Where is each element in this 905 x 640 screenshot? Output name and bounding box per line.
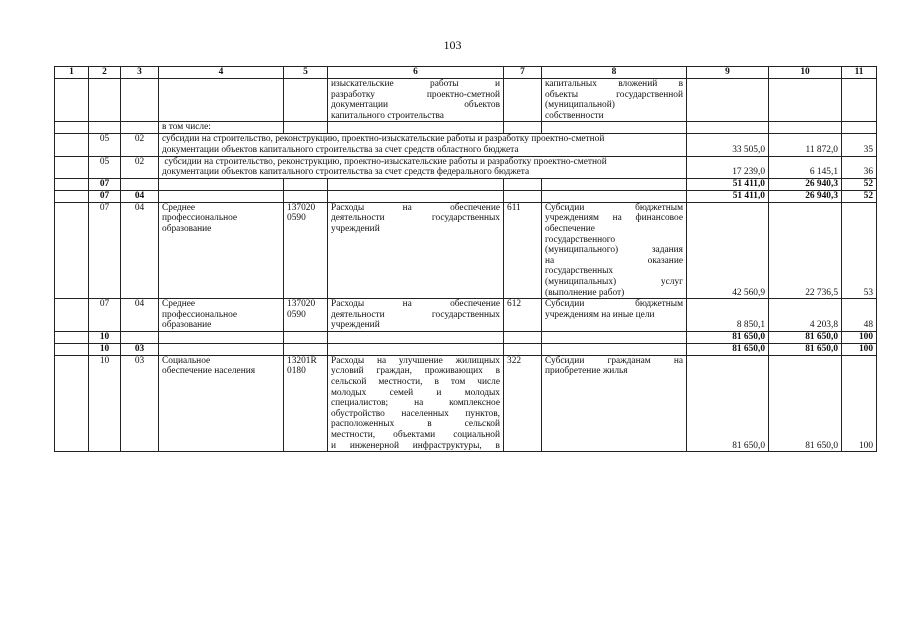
percent-value: 36 xyxy=(842,156,877,178)
subsidy-description: субсидии на строительство, реконструкцию, проектно-изыскательские работы и разработку проектно-сметной документации объектов капитального строительства за счет средств областного бюджета xyxy=(159,134,687,156)
section-name: Среднее профессиональное образование xyxy=(159,299,284,332)
expense-description: Расходы на обеспечение деятельности государственных учреждений xyxy=(328,299,504,332)
section-code: 05 xyxy=(89,156,121,178)
subsection-code: 02 xyxy=(121,156,159,178)
value-col10: 26 940,3 xyxy=(769,190,842,202)
section-code: 10 xyxy=(89,343,121,355)
value-col9: 33 505,0 xyxy=(687,134,769,156)
header-cell: 5 xyxy=(284,67,328,79)
expense-type-code: 611 xyxy=(504,202,542,298)
expense-type-code: 612 xyxy=(504,299,542,332)
expense-description: Расходы на обеспечение деятельности государственных учреждений xyxy=(328,202,504,298)
subsection-code: 03 xyxy=(121,343,159,355)
value-col10: 11 872,0 xyxy=(769,134,842,156)
section-code: 07 xyxy=(89,299,121,332)
value-col9: 51 411,0 xyxy=(687,190,769,202)
subsection-code: 04 xyxy=(121,190,159,202)
section-name: Среднее профессиональное образование xyxy=(159,202,284,298)
value-col10: 6 145,1 xyxy=(769,156,842,178)
table-row xyxy=(55,190,877,202)
header-cell: 7 xyxy=(504,67,542,79)
section-code: 10 xyxy=(89,355,121,451)
table-row xyxy=(55,79,877,122)
table-row xyxy=(55,343,877,355)
header-cell: 3 xyxy=(121,67,159,79)
percent-value: 100 xyxy=(842,331,877,343)
percent-value: 52 xyxy=(842,178,877,190)
page-number: 103 xyxy=(443,38,462,52)
target-article-code: 137020 0590 xyxy=(284,202,328,298)
value-col10: 26 940,3 xyxy=(769,178,842,190)
header-cell: 1 xyxy=(55,67,89,79)
value-col9: 81 650,0 xyxy=(687,331,769,343)
value-col9: 81 650,0 xyxy=(687,343,769,355)
percent-value: 48 xyxy=(842,299,877,332)
table-row xyxy=(55,178,877,190)
section-code: 10 xyxy=(89,331,121,343)
header-row xyxy=(55,67,877,79)
value-col9: 81 650,0 xyxy=(687,355,769,451)
value-col9: 51 411,0 xyxy=(687,178,769,190)
value-col9: 42 560,9 xyxy=(687,202,769,298)
budget-table xyxy=(54,66,877,452)
percent-value: 100 xyxy=(842,355,877,451)
header-cell: 4 xyxy=(159,67,284,79)
section-label: в том числе: xyxy=(159,122,284,134)
subsection-code: 04 xyxy=(121,299,159,332)
subsection-code: 03 xyxy=(121,355,159,451)
subsection-code: 02 xyxy=(121,134,159,156)
header-cell: 11 xyxy=(842,67,877,79)
target-article-code: 13201R 0180 xyxy=(284,355,328,451)
subsidy-description: субсидии на строительство, реконструкцию, проектно-изыскательские работы и разработку проектно-сметной документации объектов капитального строительства за счет средств федерального бюджета xyxy=(159,156,687,178)
percent-value: 35 xyxy=(842,134,877,156)
expense-type: Субсидии бюджетным учреждениям на финансовое обеспечение государственного (муниципального) задания на оказание государственных (муниципальных) услуг (выполнение работ) xyxy=(542,202,687,298)
header-cell: 6 xyxy=(328,67,504,79)
value-col9: 17 239,0 xyxy=(687,156,769,178)
value-col9: 8 850,1 xyxy=(687,299,769,332)
value-col10: 81 650,0 xyxy=(769,343,842,355)
value-col10: 81 650,0 xyxy=(769,355,842,451)
table-row xyxy=(55,202,877,298)
header-cell: 10 xyxy=(769,67,842,79)
section-code: 07 xyxy=(89,190,121,202)
percent-value: 53 xyxy=(842,202,877,298)
percent-value: 52 xyxy=(842,190,877,202)
value-col10: 81 650,0 xyxy=(769,331,842,343)
value-col10: 4 203,8 xyxy=(769,299,842,332)
table-row xyxy=(55,299,877,332)
section-code: 07 xyxy=(89,178,121,190)
expense-type: Субсидии бюджетным учреждениям на иные цели xyxy=(542,299,687,332)
subsection-code: 04 xyxy=(121,202,159,298)
table-row xyxy=(55,156,877,178)
header-cell: 2 xyxy=(89,67,121,79)
value-col10: 22 736,5 xyxy=(769,202,842,298)
percent-value: 100 xyxy=(842,343,877,355)
expense-type: капитальных вложений в объекты государственной (муниципальной) собственности xyxy=(542,79,687,122)
table-row xyxy=(55,122,877,134)
expense-description: изыскательские работы и разработку проектно-сметной документации объектов капитального строительства xyxy=(328,79,504,122)
table-row xyxy=(55,134,877,156)
section-code: 05 xyxy=(89,134,121,156)
header-cell: 9 xyxy=(687,67,769,79)
section-name: Социальное обеспечение населения xyxy=(159,355,284,451)
header-cell: 8 xyxy=(542,67,687,79)
table-row xyxy=(55,331,877,343)
target-article-code: 137020 0590 xyxy=(284,299,328,332)
expense-type-code: 322 xyxy=(504,355,542,451)
table-row xyxy=(55,355,877,451)
expense-description: Расходы на улучшение жилищных условий граждан, проживающих в сельской местности, в том числе молодых семей и молодых специалистов; на комплексное обустройство населенных пунктов, расположенных в сельской местности, объектами социальной и инженерной инфраструктуры, в xyxy=(328,355,504,451)
section-code: 07 xyxy=(89,202,121,298)
expense-type: Субсидии гражданам на приобретение жилья xyxy=(542,355,687,451)
